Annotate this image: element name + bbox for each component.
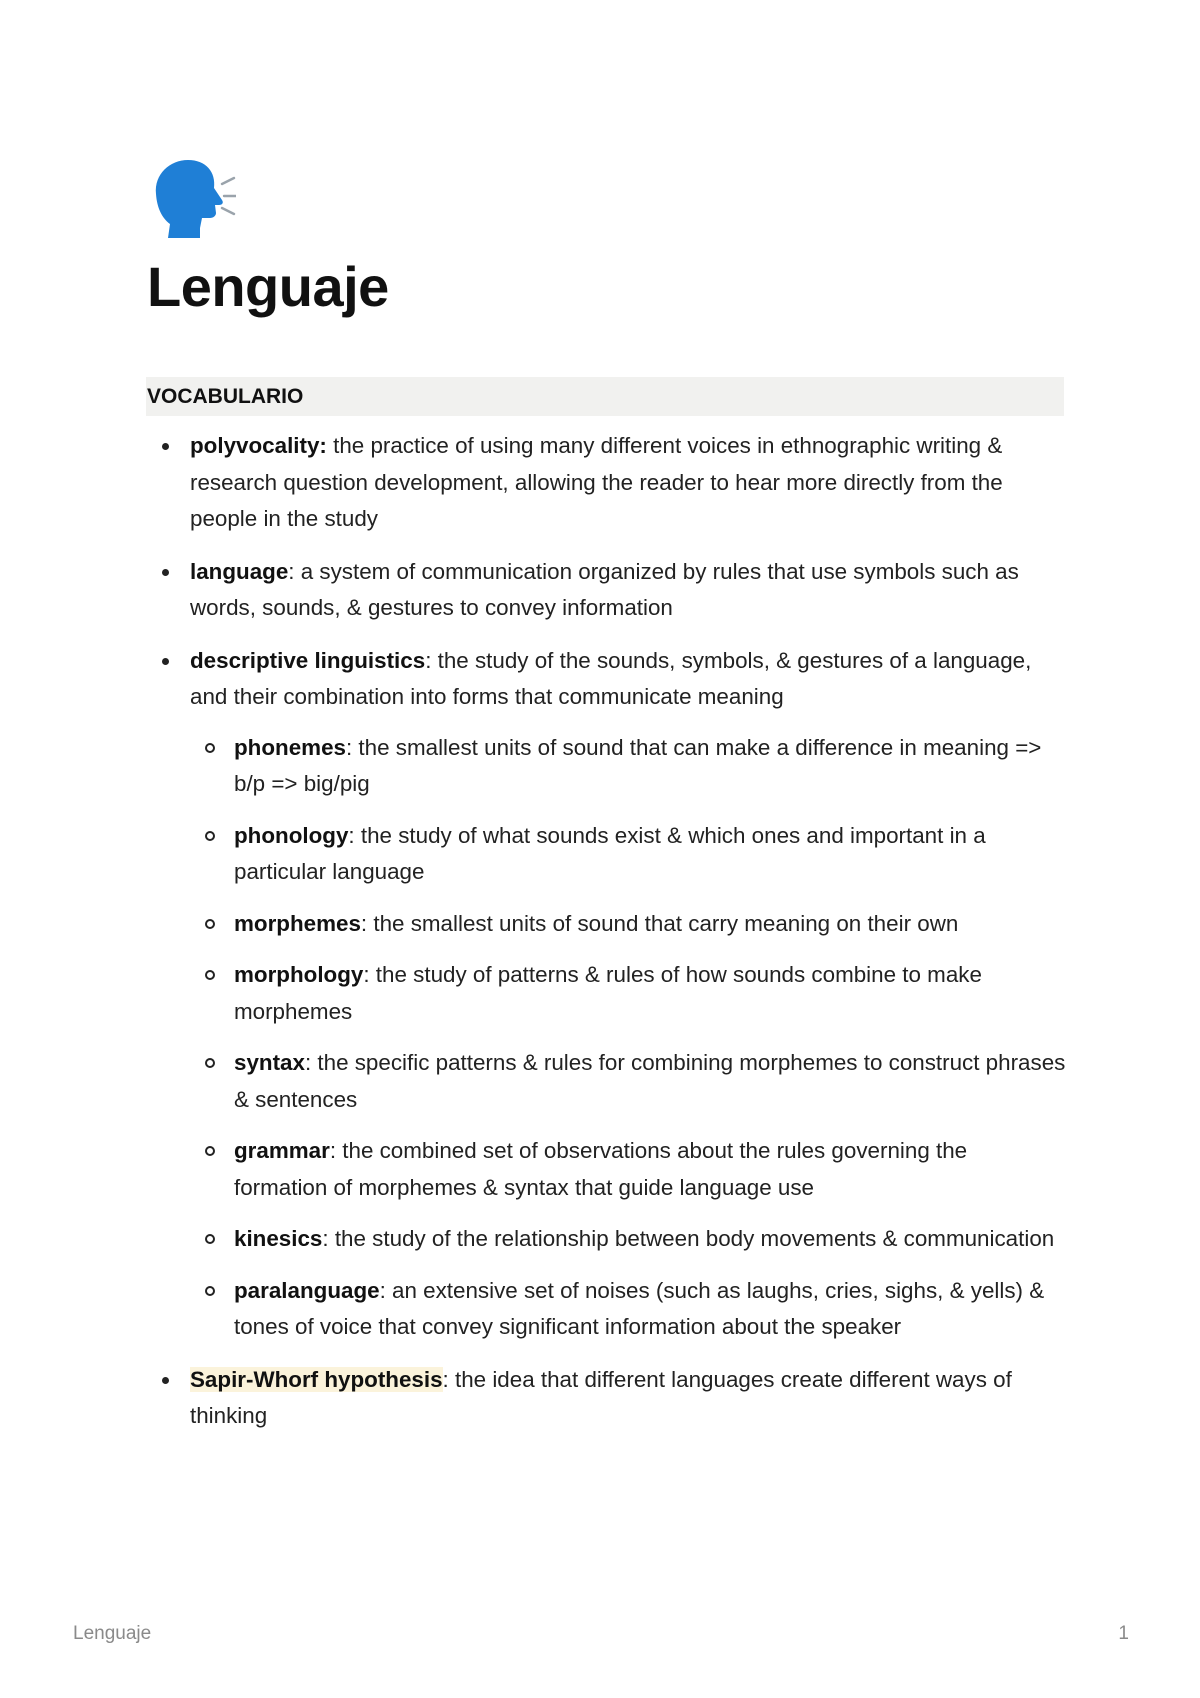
highlighted-term: Sapir-Whorf hypothesis [190, 1366, 443, 1392]
definition: the practice of using many different voices in ethnographic writing & research question development, allowing the reader to hear more directly from the people in the study [190, 433, 1003, 531]
section-heading: VOCABULARIO [146, 377, 1064, 416]
definition: : the specific patterns & rules for combining morphemes to construct phrases & sentences [234, 1050, 1066, 1112]
definition: : the study of patterns & rules of how sounds combine to make morphemes [234, 962, 982, 1024]
definition: : the smallest units of sound that can make a difference in meaning => b/p => big/pig [234, 734, 1042, 796]
term: phonology [234, 822, 349, 848]
term: paralanguage [234, 1277, 380, 1303]
definition: : the idea that different languages create different ways of thinking [190, 1366, 1012, 1428]
term: phonemes [234, 734, 346, 760]
sub-list-item [190, 957, 1066, 1030]
sub-list-item [190, 1045, 1066, 1118]
term: grammar [234, 1138, 330, 1163]
sub-list [190, 730, 1066, 1346]
footer-page-number: 1 [1118, 1623, 1129, 1644]
vocabulary-list [146, 428, 1066, 1451]
list-item [146, 554, 1066, 627]
term: morphemes [234, 910, 361, 936]
sub-list-item [190, 730, 1066, 803]
term: morphology [234, 962, 364, 987]
definition: : the combined set of observations about the rules governing the formation of morphemes & syntax that guide language use [234, 1138, 968, 1200]
sub-list-item [190, 1273, 1066, 1346]
speaking-head-icon [150, 158, 236, 240]
sub-list-item [190, 1133, 1066, 1206]
list-item [146, 1362, 1066, 1435]
definition: : the study of the sounds, symbols, & gestures of a language, and their combination into forms that communicate meaning [190, 647, 1032, 709]
sub-list-item [190, 906, 1066, 943]
sub-list-item [190, 1221, 1066, 1258]
term: kinesics [234, 1226, 323, 1251]
definition: : the smallest units of sound that carry meaning on their own [360, 910, 959, 936]
definition: : a system of communication organized by rules that use symbols such as words, sounds, & gestures to convey information [190, 558, 1019, 620]
term: polyvocality: [190, 433, 327, 458]
list-item [146, 428, 1066, 538]
page-title: Lenguaje [147, 255, 389, 318]
term: descriptive linguistics [190, 647, 426, 673]
term: language [190, 558, 289, 584]
term: syntax [234, 1050, 305, 1075]
footer-doc-name: Lenguaje [73, 1623, 152, 1644]
sub-list-item [190, 818, 1066, 891]
list-item [146, 643, 1066, 1346]
definition: : an extensive set of noises (such as laughs, cries, sighs, & yells) & tones of voice that convey significant information about the speaker [234, 1277, 1045, 1339]
definition: : the study of what sounds exist & which ones and important in a particular language [234, 822, 986, 884]
definition: : the study of the relationship between body movements & communication [322, 1226, 1055, 1251]
